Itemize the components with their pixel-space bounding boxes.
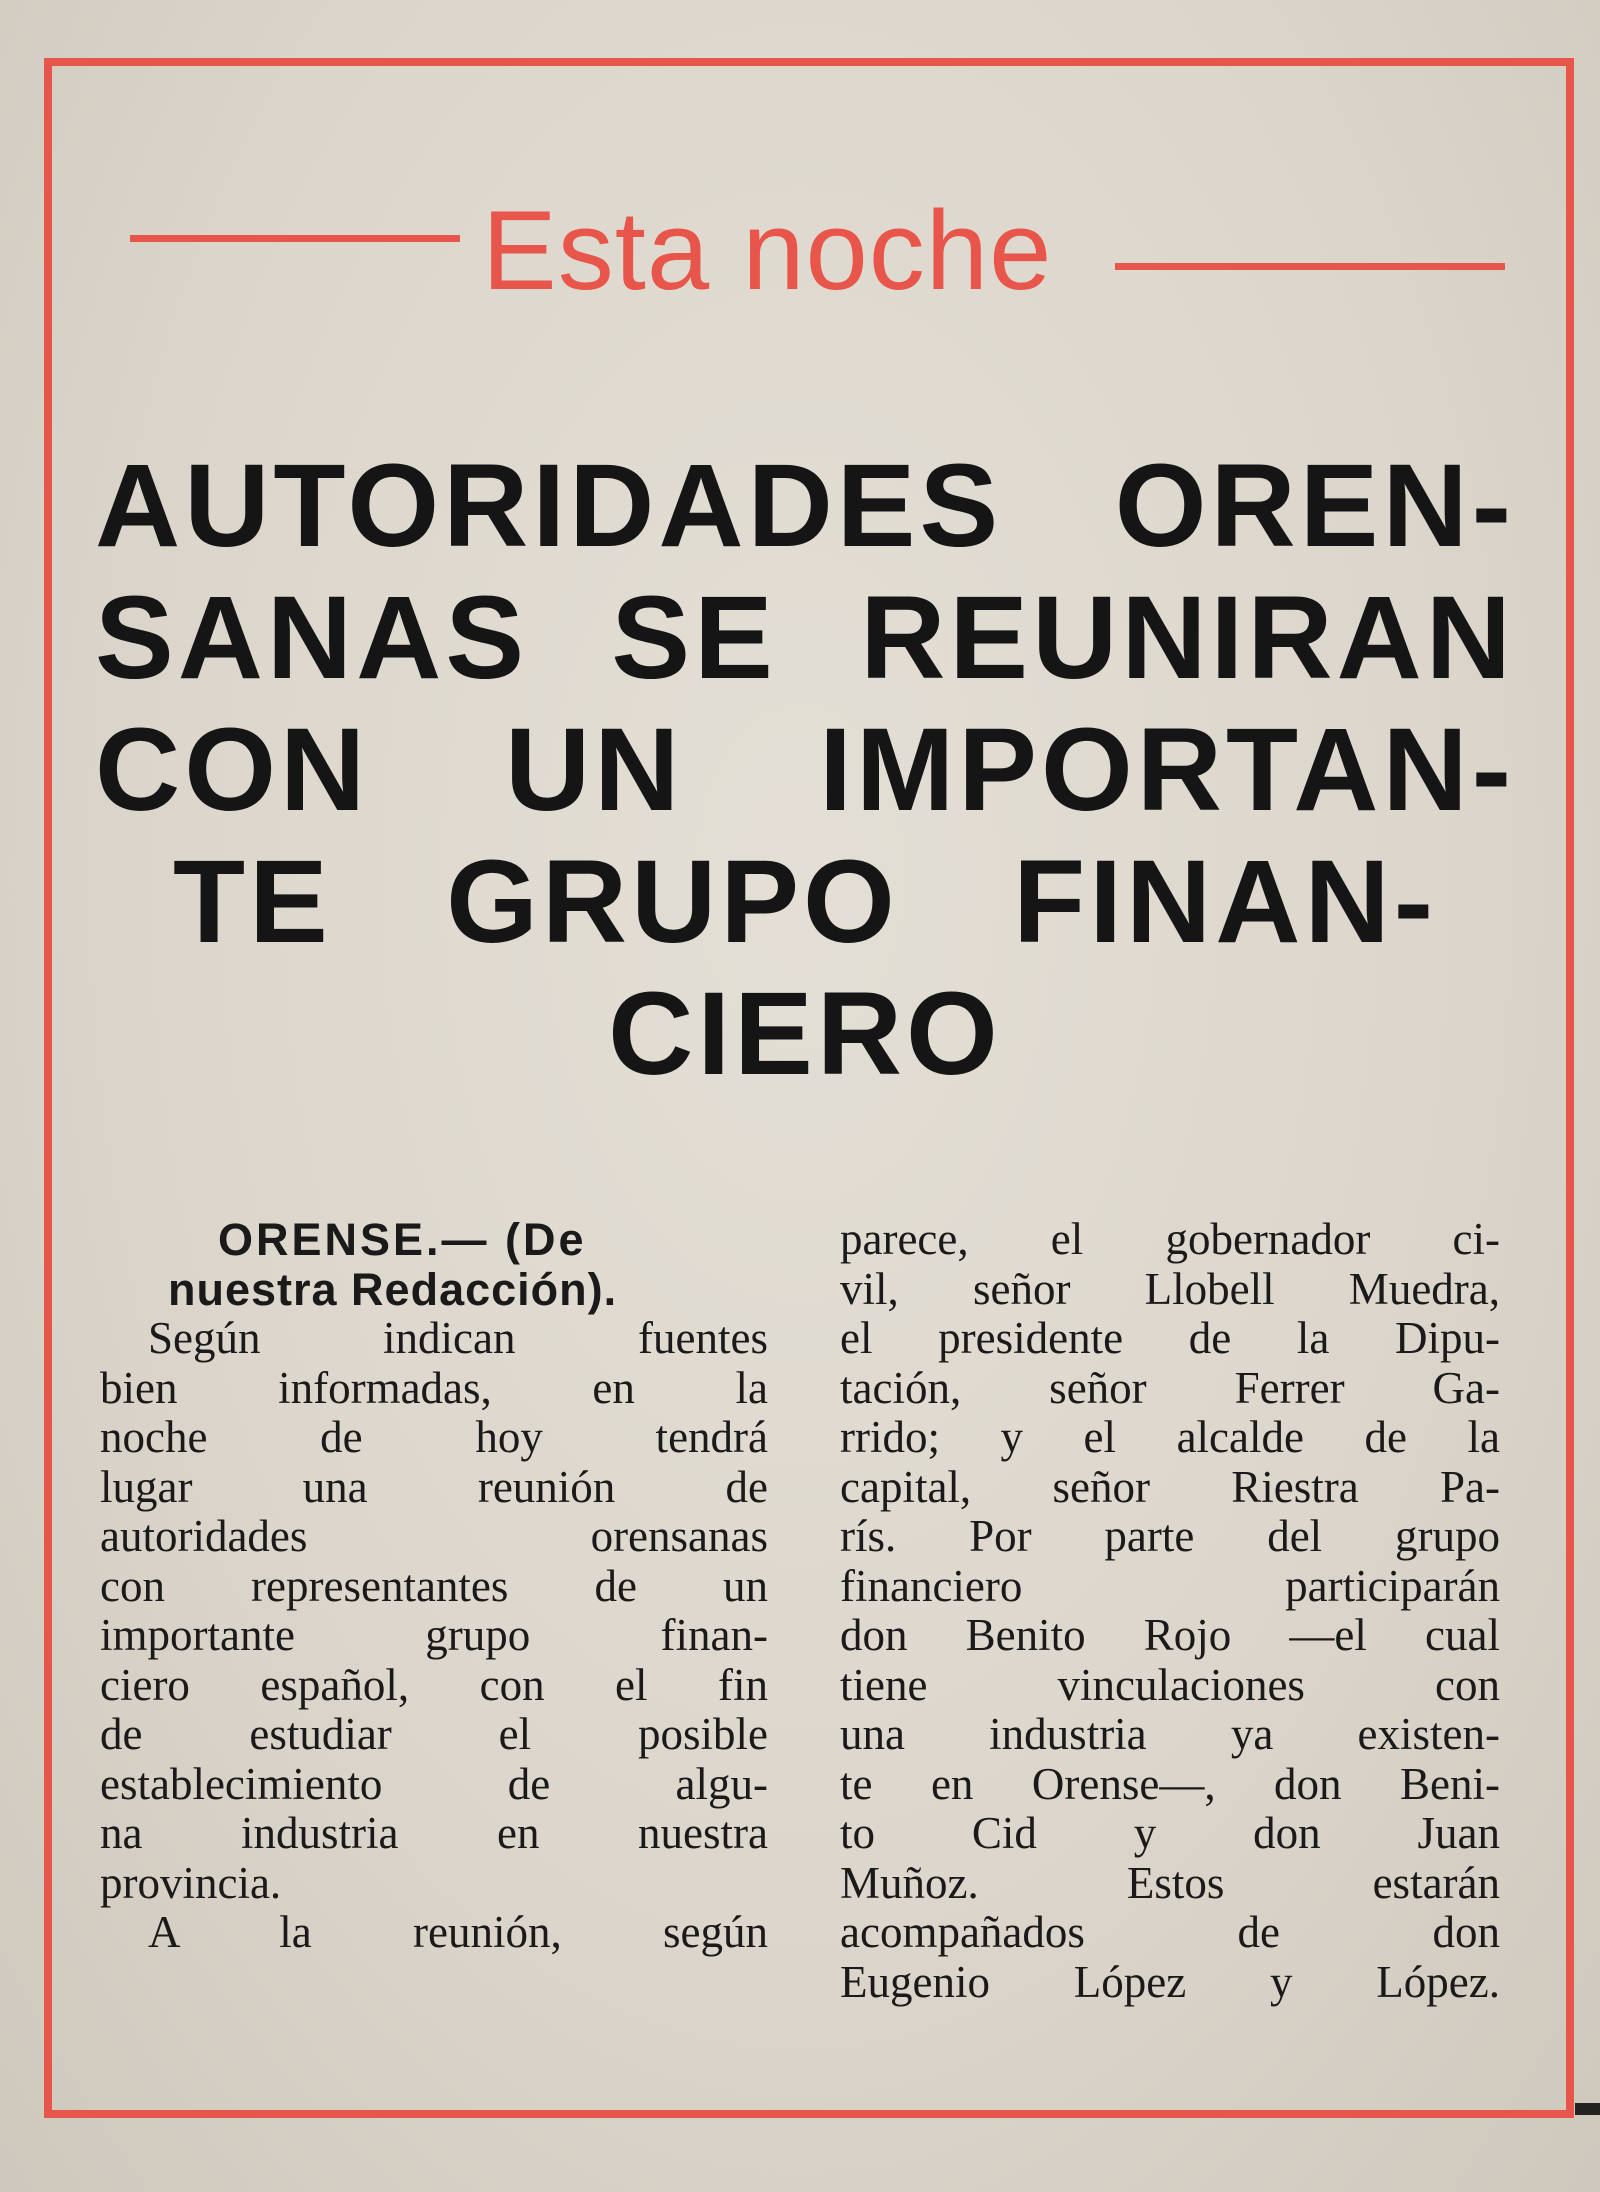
body-line: una industria ya existen- [840,1709,1500,1759]
article-column-left [100,1215,768,1958]
body-line: bien informadas, en la [100,1362,768,1413]
body-line: Según indican fuentes [148,1313,768,1363]
body-line: autoridades orensanas [100,1511,768,1561]
body-line: de estudiar el posible [100,1709,768,1759]
body-line: vil, señor Llobell Muedra, [840,1263,1500,1314]
body-line: capital, señor Riestra Pa- [840,1461,1500,1512]
kicker-rule-left [130,235,460,242]
body-line: tación, señor Ferrer Ga- [840,1362,1500,1413]
article-headline [95,440,1515,1100]
body-line: importante grupo finan- [100,1610,768,1660]
page-edge-mark [1575,2103,1600,2115]
kicker-rule-right [1115,263,1505,270]
body-line: A la reunión, según [148,1907,768,1957]
body-line: lugar una reunión de [100,1461,768,1512]
kicker-row [130,188,1505,325]
dateline-source: nuestra Redacción). [168,1263,618,1315]
headline-line: TE GRUPO FINAN- [173,836,1437,968]
body-line: establecimiento de algu- [100,1758,768,1809]
body-line: na industria en nuestra [100,1808,768,1858]
dateline: ORENSE.— (De [218,1214,587,1265]
body-line: Eugenio López y López. [840,1956,1500,2007]
body-line: parece, el gobernador ci- [840,1214,1500,1264]
headline-line: CIERO [608,968,1002,1100]
headline-line: SANAS SE REUNIRAN [95,572,1515,704]
body-line: el presidente de la Dipu- [840,1313,1500,1363]
body-line: con representantes de un [100,1560,768,1611]
body-line: provincia. [100,1857,282,1908]
body-line: noche de hoy tendrá [100,1412,768,1462]
body-line: te en Orense—, don Beni- [840,1758,1500,1809]
body-line: financiero participarán [840,1560,1500,1611]
body-line: don Benito Rojo —el cual [840,1610,1500,1660]
body-line: tiene vinculaciones con [840,1659,1500,1710]
body-line: acompañados de don [840,1907,1500,1957]
body-line: rrido; y el alcalde de la [840,1412,1500,1462]
article-column-right [840,1215,1500,2007]
kicker-heading: Esta noche [482,188,1053,313]
headline-line: AUTORIDADES OREN- [95,440,1515,572]
body-line: to Cid y don Juan [840,1808,1500,1858]
body-line: rís. Por parte del grupo [840,1511,1500,1561]
headline-line: CON UN IMPORTAN- [95,704,1515,836]
body-line: ciero español, con el fin [100,1659,768,1710]
body-line: Muñoz. Estos estarán [840,1857,1500,1908]
